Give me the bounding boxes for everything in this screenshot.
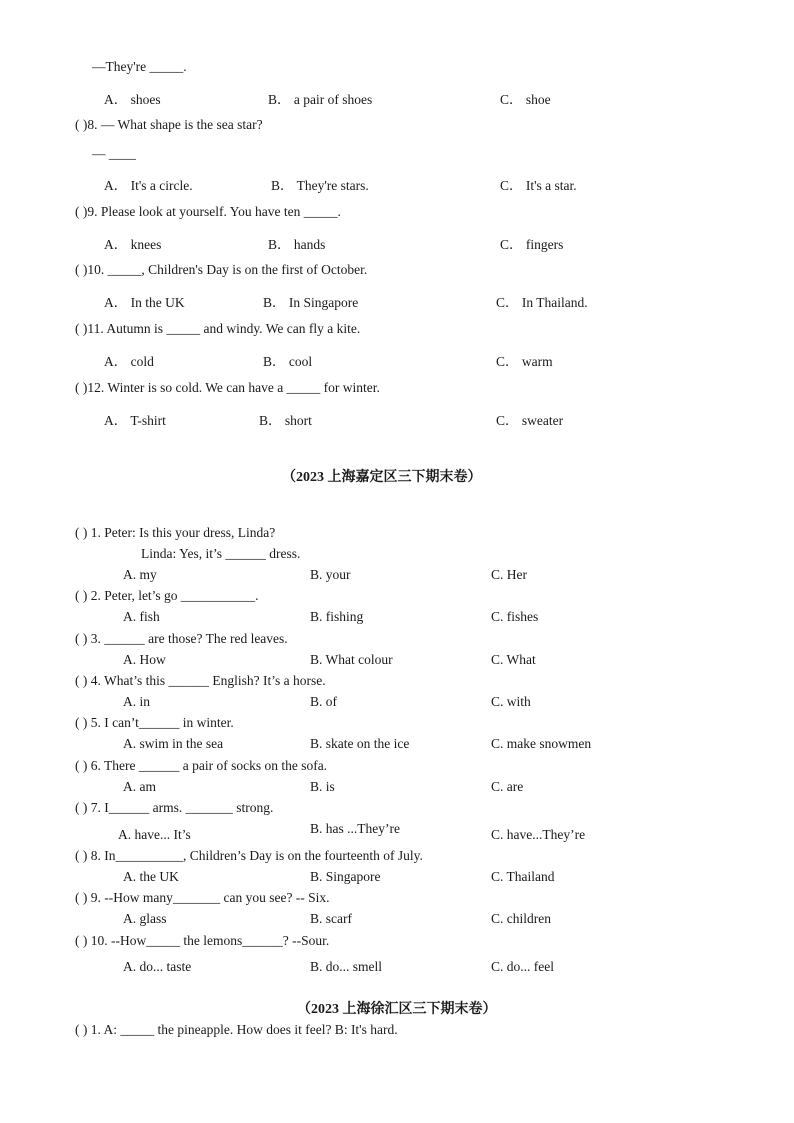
- option-c: C. do... feel: [491, 959, 554, 974]
- option-b: B. your: [310, 567, 351, 582]
- question-3-stem: ( ) 3. ______ are those? The red leaves.: [75, 631, 288, 646]
- option-b: B． hands: [268, 237, 326, 252]
- option-a: A. in: [123, 694, 150, 709]
- option-a: A． knees: [104, 237, 162, 252]
- option-c: C. Thailand: [491, 869, 555, 884]
- option-a: A. How: [123, 652, 166, 667]
- question-12-stem: ( )12. Winter is so cold. We can have a _____ for winter.: [75, 380, 380, 395]
- option-c: C. fishes: [491, 609, 539, 624]
- option-c: C. with: [491, 694, 531, 709]
- option-c: C. have...They’re: [491, 827, 586, 842]
- option-c: C. What: [491, 652, 536, 667]
- question-4-stem: ( ) 4. What’s this ______ English? It’s a horse.: [75, 673, 326, 688]
- question-5-stem: ( ) 5. I can’t______ in winter.: [75, 715, 234, 730]
- option-b: B. What colour: [310, 652, 393, 667]
- option-b: B. Singapore: [310, 869, 381, 884]
- question-1-stem: ( ) 1. A: _____ the pineapple. How does it feel? B: It's hard.: [75, 1022, 398, 1037]
- option-c: C． shoe: [500, 92, 551, 107]
- option-c: C． In Thailand.: [496, 295, 588, 310]
- question-2-stem: ( ) 2. Peter, let’s go ___________.: [75, 588, 259, 603]
- option-b: B. is: [310, 779, 335, 794]
- option-a: A． shoes: [104, 92, 161, 107]
- question-7-stem: ( ) 7. I______ arms. _______ strong.: [75, 800, 274, 815]
- option-b: B. of: [310, 694, 337, 709]
- option-a: A. fish: [123, 609, 160, 624]
- question-7-answer-line: —They're _____.: [92, 59, 187, 74]
- option-c: C. Her: [491, 567, 527, 582]
- option-c: C. are: [491, 779, 524, 794]
- option-a: A． T-shirt: [104, 413, 166, 428]
- option-b: B． They're stars.: [271, 178, 369, 193]
- option-b: B． In Singapore: [263, 295, 359, 310]
- question-8-stem: ( ) 8. In__________, Children’s Day is on the fourteenth of July.: [75, 848, 423, 863]
- option-a: A． In the UK: [104, 295, 185, 310]
- option-a: A. the UK: [123, 869, 179, 884]
- question-8-stem: ( )8. — What shape is the sea star?: [75, 117, 263, 132]
- option-c: C． warm: [496, 354, 553, 369]
- question-9-stem: ( )9. Please look at yourself. You have ten _____.: [75, 204, 341, 219]
- section-title: （2023 上海徐汇区三下期末卷）: [297, 1002, 497, 1017]
- question-10-stem: ( ) 10. --How_____ the lemons______? --Sour.: [75, 933, 330, 948]
- option-c: C． It's a star.: [500, 178, 577, 193]
- option-b: B． cool: [263, 354, 313, 369]
- question-9-stem: ( ) 9. --How many_______ can you see? -- Six.: [75, 890, 330, 905]
- question-8-answer-line: — ____: [92, 146, 136, 161]
- option-a: A. have... It’s: [118, 827, 191, 842]
- question-1-line2: Linda: Yes, it’s ______ dress.: [141, 546, 301, 561]
- option-a: A. my: [123, 567, 157, 582]
- section-title: （2023 上海嘉定区三下期末卷）: [282, 470, 482, 485]
- option-a: A. swim in the sea: [123, 736, 224, 751]
- question-10-stem: ( )10. _____, Children's Day is on the first of October.: [75, 262, 368, 277]
- option-c: C. children: [491, 911, 551, 926]
- option-c: C. make snowmen: [491, 736, 592, 751]
- option-c: C． sweater: [496, 413, 564, 428]
- option-a: A. glass: [123, 911, 167, 926]
- option-b: B. fishing: [310, 609, 364, 624]
- option-a: A. am: [123, 779, 156, 794]
- option-b: B. skate on the ice: [310, 736, 410, 751]
- question-11-stem: ( )11. Autumn is _____ and windy. We can fly a kite.: [75, 321, 361, 336]
- option-b: B． short: [259, 413, 312, 428]
- option-a: A. do... taste: [123, 959, 192, 974]
- option-b: B. scarf: [310, 911, 352, 926]
- option-a: A． It's a circle.: [104, 178, 193, 193]
- option-a: A． cold: [104, 354, 154, 369]
- question-1-stem: ( ) 1. Peter: Is this your dress, Linda?: [75, 525, 276, 540]
- question-6-stem: ( ) 6. There ______ a pair of socks on the sofa.: [75, 758, 328, 773]
- option-b: B. do... smell: [310, 959, 383, 974]
- option-c: C． fingers: [500, 237, 564, 252]
- option-b: B. has ...They’re: [310, 821, 400, 836]
- option-b: B． a pair of shoes: [268, 92, 373, 107]
